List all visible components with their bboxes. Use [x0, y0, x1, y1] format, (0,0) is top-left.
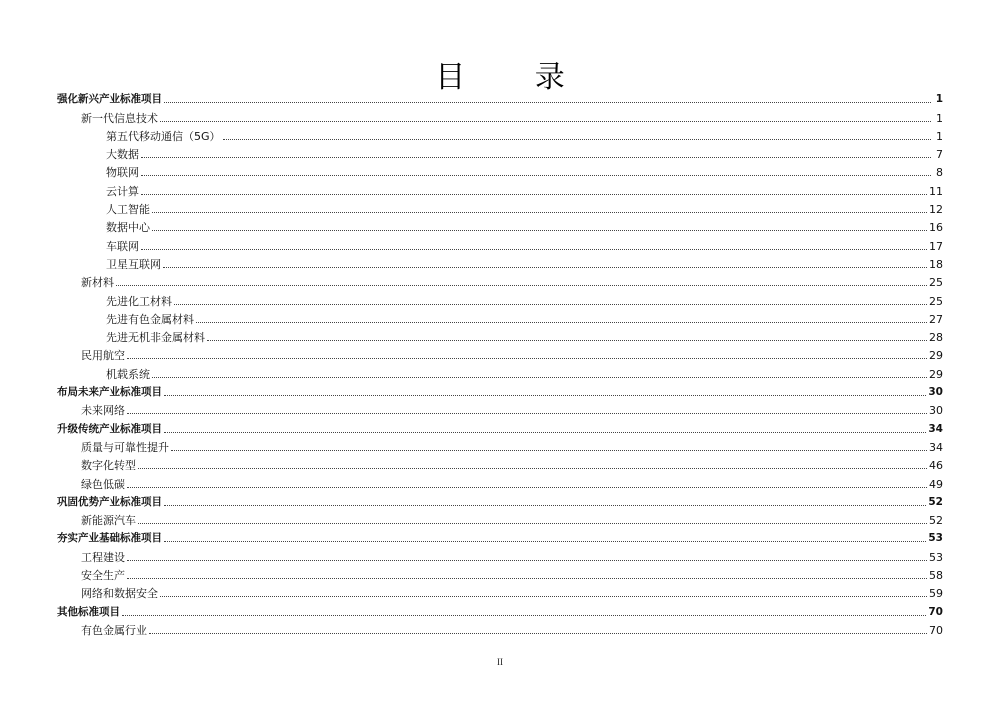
toc-entry-label: 先进有色金属材料 [106, 312, 194, 326]
toc-entry-page: 70 [928, 605, 943, 618]
toc-entry[interactable] [57, 126, 943, 144]
dot-leader [122, 614, 926, 616]
dot-leader [163, 266, 927, 268]
toc-entry-label: 安全生产 [81, 569, 125, 583]
dot-leader [164, 431, 926, 433]
dot-leader [141, 193, 927, 195]
toc-entry-page: 46 [929, 459, 943, 473]
toc-entry-label: 未来网络 [81, 404, 125, 418]
toc-entry[interactable] [57, 309, 943, 327]
toc-entry[interactable] [57, 199, 943, 217]
toc-entry-page: 29 [929, 349, 943, 363]
dot-leader [196, 321, 927, 323]
dot-leader [171, 449, 927, 451]
dot-leader [160, 595, 927, 597]
dot-leader [164, 540, 926, 542]
toc-entry[interactable] [57, 382, 943, 400]
toc-entry-page: 25 [929, 294, 943, 308]
toc-entry[interactable] [57, 455, 943, 473]
toc-entry[interactable] [57, 272, 943, 290]
toc-entry-label: 布局未来产业标准项目 [57, 386, 162, 399]
toc-entry[interactable] [57, 565, 943, 583]
toc-entry-label: 机载系统 [106, 367, 150, 381]
dot-leader [141, 156, 931, 158]
toc-entry-label: 大数据 [106, 148, 139, 162]
toc-entry-label: 新一代信息技术 [81, 111, 158, 125]
toc-entry-label: 车联网 [106, 239, 139, 253]
toc-entry-label: 卫星互联网 [106, 257, 161, 271]
toc-entry-page: 8 [936, 166, 943, 180]
toc-entry-label: 工程建设 [81, 550, 125, 564]
toc-entry-label: 云计算 [106, 184, 139, 198]
toc-entry-page: 52 [929, 514, 943, 528]
toc-entry-page: 70 [929, 623, 943, 637]
page-title: 目 录 [435, 60, 595, 95]
toc-entry-page: 30 [929, 404, 943, 418]
dot-leader [207, 339, 927, 341]
toc-entry-page: 7 [936, 148, 943, 162]
toc-entry[interactable] [57, 327, 943, 345]
page-number: II [497, 657, 503, 667]
toc-entry-label: 网络和数据安全 [81, 587, 158, 601]
toc-entry[interactable] [57, 363, 943, 381]
toc-entry-page: 49 [929, 477, 943, 491]
toc-entry-label: 民用航空 [81, 349, 125, 363]
dot-leader [152, 229, 927, 231]
toc-entry[interactable] [57, 492, 943, 510]
toc-entry-page: 34 [928, 422, 943, 435]
toc-entry[interactable] [57, 290, 943, 308]
table-of-contents [57, 89, 943, 638]
dot-leader [223, 138, 931, 140]
dot-leader [127, 357, 927, 359]
toc-entry-label: 升级传统产业标准项目 [57, 422, 162, 435]
toc-entry-label: 夯实产业基础标准项目 [57, 532, 162, 545]
toc-entry-page: 59 [929, 587, 943, 601]
toc-entry[interactable] [57, 400, 943, 418]
dot-leader [138, 522, 927, 524]
toc-entry[interactable] [57, 510, 943, 528]
toc-entry-page: 17 [929, 239, 943, 253]
toc-entry-label: 绿色低碳 [81, 477, 125, 491]
toc-entry-label: 质量与可靠性提升 [81, 440, 169, 454]
toc-entry-label: 第五代移动通信（5G） [106, 129, 221, 143]
toc-entry[interactable] [57, 162, 943, 180]
toc-entry-page: 1 [936, 129, 943, 143]
toc-entry-page: 53 [929, 550, 943, 564]
dot-leader [164, 504, 926, 506]
dot-leader [149, 632, 927, 634]
toc-entry[interactable] [57, 546, 943, 564]
toc-entry-label: 新材料 [81, 276, 114, 290]
toc-entry[interactable] [57, 144, 943, 162]
dot-leader [152, 376, 927, 378]
toc-entry-label: 数字化转型 [81, 459, 136, 473]
toc-entry[interactable] [57, 528, 943, 546]
dot-leader [138, 467, 927, 469]
toc-entry-page: 53 [928, 532, 943, 545]
toc-entry[interactable] [57, 89, 943, 107]
toc-entry-label: 巩固优势产业标准项目 [57, 495, 162, 508]
toc-entry[interactable] [57, 254, 943, 272]
toc-entry[interactable] [57, 601, 943, 619]
toc-entry[interactable] [57, 217, 943, 235]
toc-entry-page: 30 [928, 386, 943, 399]
toc-entry-label: 先进无机非金属材料 [106, 331, 205, 345]
toc-entry-page: 58 [929, 569, 943, 583]
toc-entry[interactable] [57, 473, 943, 491]
toc-entry[interactable] [57, 345, 943, 363]
toc-entry-label: 新能源汽车 [81, 514, 136, 528]
toc-entry-label: 数据中心 [106, 221, 150, 235]
toc-entry[interactable] [57, 583, 943, 601]
dot-leader [160, 120, 931, 122]
toc-entry-label: 强化新兴产业标准项目 [57, 93, 162, 106]
toc-entry-label: 先进化工材料 [106, 294, 172, 308]
toc-entry[interactable] [57, 107, 943, 125]
toc-entry-label: 人工智能 [106, 203, 150, 217]
dot-leader [152, 211, 927, 213]
dot-leader [174, 303, 927, 305]
toc-entry-page: 27 [929, 312, 943, 326]
toc-entry-page: 25 [929, 276, 943, 290]
dot-leader [127, 412, 927, 414]
toc-entry-page: 1 [936, 111, 943, 125]
toc-entry-page: 12 [929, 203, 943, 217]
toc-entry[interactable] [57, 418, 943, 436]
toc-entry-page: 16 [929, 221, 943, 235]
toc-entry-page: 34 [929, 440, 943, 454]
dot-leader [164, 394, 926, 396]
dot-leader [127, 577, 927, 579]
toc-entry[interactable] [57, 180, 943, 198]
toc-entry[interactable] [57, 235, 943, 253]
toc-entry-page: 1 [935, 93, 943, 106]
toc-entry-page: 28 [929, 331, 943, 345]
toc-entry[interactable] [57, 437, 943, 455]
dot-leader [141, 248, 927, 250]
toc-entry-label: 物联网 [106, 166, 139, 180]
toc-entry-label: 其他标准项目 [57, 605, 120, 618]
toc-entry-label: 有色金属行业 [81, 623, 147, 637]
dot-leader [141, 174, 931, 176]
dot-leader [116, 284, 927, 286]
dot-leader [127, 486, 927, 488]
toc-entry-page: 18 [929, 257, 943, 271]
dot-leader [127, 559, 927, 561]
toc-entry-page: 52 [928, 495, 943, 508]
dot-leader [164, 101, 931, 103]
toc-entry-page: 29 [929, 367, 943, 381]
toc-entry-page: 11 [929, 184, 943, 198]
toc-entry[interactable] [57, 620, 943, 638]
